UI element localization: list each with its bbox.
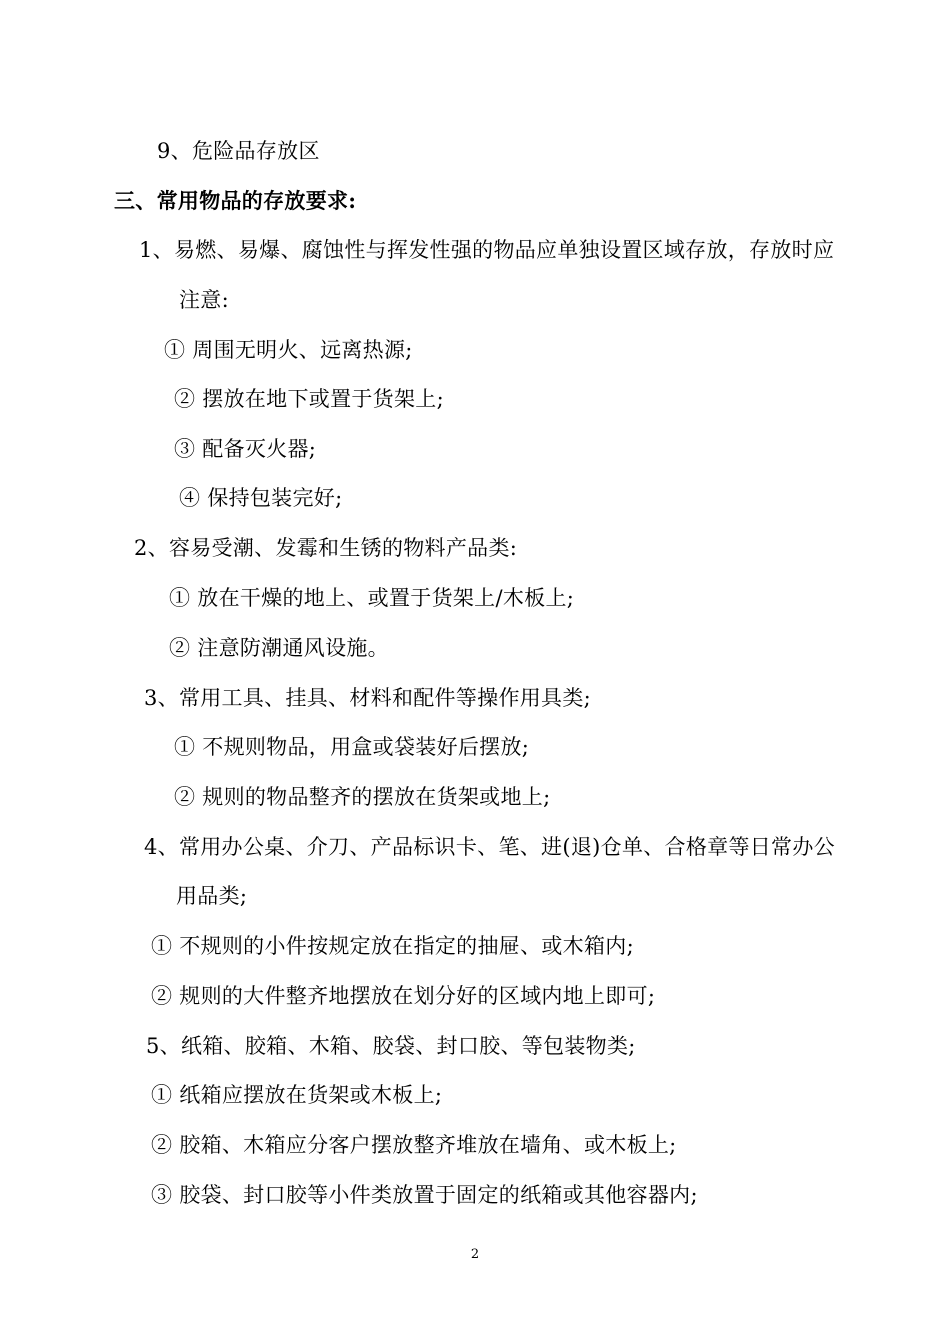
list-item: 4、常用办公桌、介刀、产品标识卡、笔、进(退)仓单、合格章等日常办公: [144, 835, 835, 859]
list-item: 9、危险品存放区: [157, 139, 320, 163]
sub-item: ② 规则的大件整齐地摆放在划分好的区域内地上即可;: [151, 984, 656, 1008]
sub-item: ② 胶箱、木箱应分客户摆放整齐堆放在墙角、或木板上;: [151, 1133, 677, 1157]
sub-item: ① 纸箱应摆放在货架或木板上;: [151, 1083, 443, 1107]
list-item-continuation: 注意:: [179, 288, 229, 312]
section-heading: 三、常用物品的存放要求:: [114, 188, 357, 213]
list-item: 2、容易受潮、发霉和生锈的物料产品类:: [134, 536, 518, 560]
list-item: 1、易燃、易爆、腐蚀性与挥发性强的物品应单独设置区域存放，存放时应: [139, 238, 835, 262]
sub-item: ① 不规则的小件按规定放在指定的抽屉、或木箱内;: [151, 934, 634, 958]
sub-item: ③ 配备灭火器;: [174, 437, 317, 461]
sub-item: ③ 胶袋、封口胶等小件类放置于固定的纸箱或其他容器内;: [151, 1183, 698, 1207]
sub-item: ② 注意防潮通风设施。: [169, 636, 389, 660]
sub-item: ② 规则的物品整齐的摆放在货架或地上;: [174, 785, 551, 809]
list-item: 5、纸箱、胶箱、木箱、胶袋、封口胶、等包装物类;: [146, 1034, 636, 1058]
sub-item: ④ 保持包装完好;: [179, 486, 343, 510]
sub-item: ① 放在干燥的地上、或置于货架上/木板上;: [169, 586, 575, 610]
list-item-continuation: 用品类;: [176, 884, 248, 908]
sub-item: ② 摆放在地下或置于货架上;: [174, 387, 444, 411]
page-number: 2: [470, 1247, 480, 1262]
list-item: 3、常用工具、挂具、材料和配件等操作用具类;: [144, 686, 592, 710]
sub-item: ① 不规则物品，用盒或袋装好后摆放;: [174, 735, 530, 759]
sub-item: ① 周围无明火、远离热源;: [164, 338, 413, 362]
